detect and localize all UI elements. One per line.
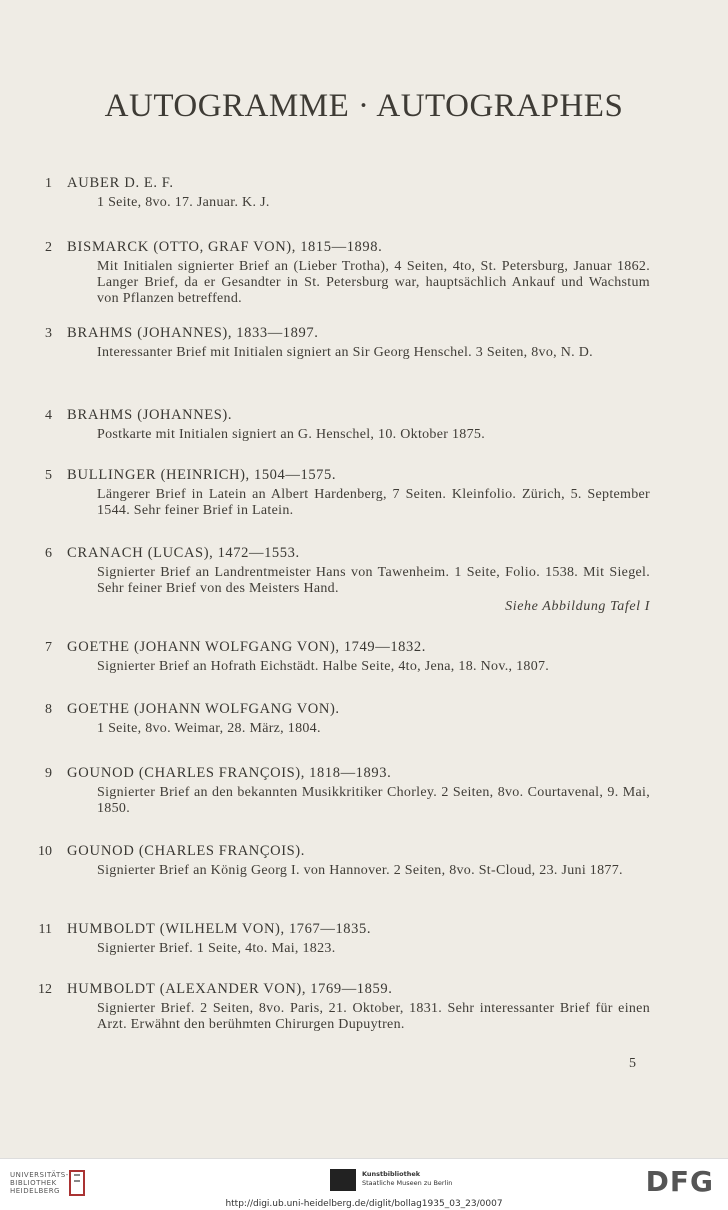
entry-heading <box>67 918 650 940</box>
kb-line-1: Kunstbibliothek <box>362 1170 421 1178</box>
entry-description: Signierter Brief. 1 Seite, 4to. Mai, 1823. <box>97 941 336 956</box>
entry-number: 3 <box>45 326 52 341</box>
entry-name: GOETHE <box>67 701 130 717</box>
entry-description: 1 Seite, 8vo. Weimar, 28. März, 1804. <box>97 721 321 736</box>
entry-name: HUMBOLDT <box>67 981 156 997</box>
catalog-entry <box>30 762 650 817</box>
entry-number: 9 <box>45 766 52 781</box>
footer-bar <box>0 1158 728 1210</box>
entry-number: 4 <box>45 408 52 423</box>
entry-description: Längerer Brief in Latein an Albert Hardenberg, 7 Seiten. Kleinfolio. Zürich, 5. September 1544. Sehr feiner Brief in Latein. <box>97 487 650 518</box>
entry-name: AUBER <box>67 175 121 191</box>
catalog-entry <box>30 236 650 307</box>
entry-description: Signierter Brief. 2 Seiten, 8vo. Paris, 21. Oktober, 1831. Sehr interessanter Brief für einen Arzt. Erwähnt den berühmten Chirurgen Dupuytren. <box>97 1001 650 1032</box>
kunstbibliothek-label <box>362 1170 452 1188</box>
entry-number: 10 <box>38 844 52 859</box>
catalog-entry <box>30 322 650 361</box>
entry-heading <box>67 636 650 658</box>
entry-name: BULLINGER <box>67 467 157 483</box>
entry-details: (OTTO, GRAF VON), 1815—1898. <box>149 239 383 255</box>
entry-number: 6 <box>45 546 52 561</box>
entry-number: 5 <box>45 468 52 483</box>
catalog-entry <box>30 978 650 1033</box>
entry-description: Signierter Brief an König Georg I. von Hannover. 2 Seiten, 8vo. St-Cloud, 23. Juni 1877. <box>97 863 623 878</box>
entry-name: BRAHMS <box>67 407 134 423</box>
entry-number: 7 <box>45 640 52 655</box>
kunstbibliothek-logo-icon <box>330 1169 356 1191</box>
entry-heading <box>67 172 650 194</box>
entry-description: Mit Initialen signierter Brief an (Lieber Trotha), 4 Seiten, 4to, St. Petersburg, Januar 1862. Langer Brief, da er Gesandter in St. Petersburg war, hauptsächlich Ankauf und Wachstum von Pflanzen betreffend. <box>97 259 650 306</box>
entry-name: HUMBOLDT <box>67 921 156 937</box>
entry-name: BRAHMS <box>67 325 134 341</box>
entry-heading <box>67 464 650 486</box>
university-logo-icon <box>66 1169 88 1197</box>
entry-details: D. E. F. <box>120 175 174 191</box>
entry-details: (LUCAS), 1472—1553. <box>143 545 300 561</box>
entry-name: BISMARCK <box>67 239 150 255</box>
catalog-entry <box>30 918 650 957</box>
entry-number: 8 <box>45 702 52 717</box>
entry-heading <box>67 840 650 862</box>
entry-heading <box>67 542 650 564</box>
kb-line-2: Staatliche Museen zu Berlin <box>362 1179 453 1187</box>
entry-details: (CHARLES FRANÇOIS). <box>134 843 305 859</box>
dfg-logo: DFG <box>645 1165 714 1198</box>
entry-details: (JOHANNES). <box>133 407 233 423</box>
catalog-entry <box>30 542 650 615</box>
entry-details: (CHARLES FRANÇOIS), 1818—1893. <box>134 765 392 781</box>
entry-name: GOUNOD <box>67 765 135 781</box>
catalog-entry <box>30 172 650 211</box>
entry-details: (HEINRICH), 1504—1575. <box>156 467 337 483</box>
entry-description: Signierter Brief an Hofrath Eichstädt. Halbe Seite, 4to, Jena, 18. Nov., 1807. <box>97 659 550 674</box>
entry-heading <box>67 698 650 720</box>
uni-line-2: BIBLIOTHEK <box>10 1179 57 1187</box>
entry-name: GOUNOD <box>67 843 135 859</box>
entry-heading <box>67 762 650 784</box>
page-number: 5 <box>629 1056 636 1071</box>
entry-heading <box>67 322 650 344</box>
entry-number: 11 <box>38 922 52 937</box>
entry-description: 1 Seite, 8vo. 17. Januar. K. J. <box>97 195 270 210</box>
catalog-entry <box>30 636 650 675</box>
entry-heading <box>67 404 650 426</box>
catalog-entry <box>30 698 650 737</box>
source-url-link[interactable]: http://digi.ub.uni-heidelberg.de/diglit/bollag1935_03_23/0007 <box>225 1199 503 1209</box>
entry-details: (WILHELM VON), 1767—1835. <box>155 921 372 937</box>
entry-number: 2 <box>45 240 52 255</box>
entry-note: Siehe Abbildung Tafel I <box>505 599 650 614</box>
university-library-label <box>10 1171 69 1195</box>
catalog-entry <box>30 464 650 519</box>
entry-description: Interessanter Brief mit Initialen signiert an Sir Georg Henschel. 3 Seiten, 8vo, N. D. <box>97 345 593 360</box>
entry-heading <box>67 236 650 258</box>
entry-details: (JOHANNES), 1833—1897. <box>133 325 319 341</box>
page-title: AUTOGRAMME · AUTOGRAPHES <box>104 88 624 124</box>
entry-description: Signierter Brief an Landrentmeister Hans von Tawenheim. 1 Seite, Folio. 1538. Mit Siegel. Sehr feiner Brief von des Meisters Hand. <box>97 565 650 596</box>
entry-name: CRANACH <box>67 545 144 561</box>
catalog-entry <box>30 840 650 879</box>
entry-heading <box>67 978 650 1000</box>
entry-details: (JOHANN WOLFGANG VON). <box>129 701 340 717</box>
entry-description: Postkarte mit Initialen signiert an G. Henschel, 10. Oktober 1875. <box>97 427 486 442</box>
catalog-entry <box>30 404 650 443</box>
uni-line-3: HEIDELBERG <box>10 1187 60 1195</box>
entry-details: (JOHANN WOLFGANG VON), 1749—1832. <box>129 639 426 655</box>
entry-number: 1 <box>45 176 52 191</box>
entry-name: GOETHE <box>67 639 130 655</box>
uni-line-1: UNIVERSITÄTS- <box>10 1171 69 1179</box>
entry-description: Signierter Brief an den bekannten Musikkritiker Chorley. 2 Seiten, 8vo. Courtavenal, 9. Mai, 1850. <box>97 785 650 816</box>
entry-number: 12 <box>38 982 52 997</box>
entry-details: (ALEXANDER VON), 1769—1859. <box>155 981 393 997</box>
